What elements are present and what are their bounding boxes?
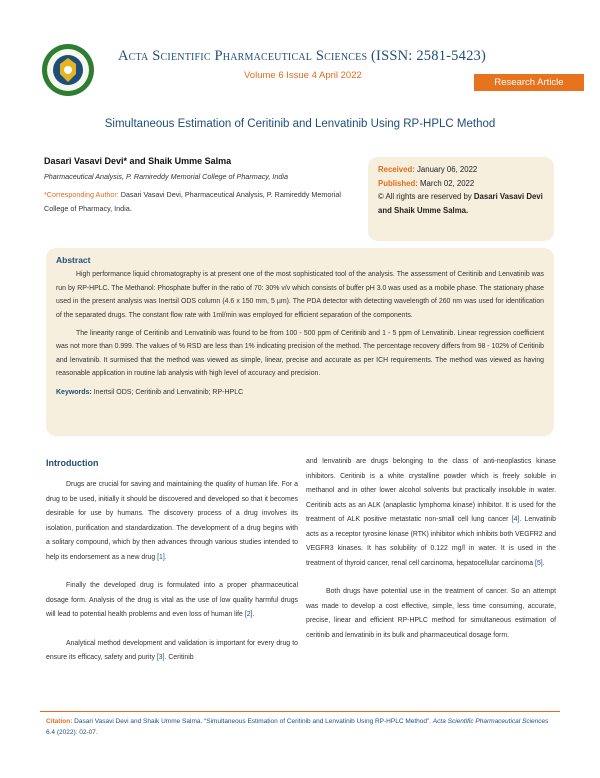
received-date: January 06, 2022 [414, 165, 478, 174]
dates-box [368, 157, 554, 241]
citation [46, 716, 554, 738]
received-label: Received: [378, 165, 415, 174]
issue-info: Volume 6 Issue 4 April 2022 [244, 70, 362, 81]
published-date: March 02, 2022 [417, 178, 475, 188]
citation-tail: 6.4 (2022): 02-07. [46, 729, 98, 736]
body-paragraph [46, 579, 298, 623]
journal-logo-icon [40, 42, 96, 98]
abstract-box [46, 248, 554, 436]
paragraph-text: Lenvatinib acts as a receptor tyrosine kinase (RTK) inhibitor which inhibits both VEGFR2 and VEGFR3 kinases. It has solubility of 0.122 mg/l in water. It is used in the treatment of thyroid cancer, renal cell carcinoma, hepatocellular carcinoma [306, 516, 556, 567]
paragraph-text: Finally the developed drug is formulated into a proper pharmaceutical dosage form. Analysis of the drug is vital as the use of low quality harmful drugs will lead to potential health problems and even loss of human life [46, 582, 298, 618]
abstract-paragraph: The linearity range of Ceritinib and Lenvatinib was found to be from 100 - 500 ppm of Ceritinib and 1 - 5 ppm of Lenvatinib. Linear regression coefficient was not more than 0.999. The values of % RSD are less than 1% indicating precision of the method. The percentage recovery differs from 98 - 102% of Ceritinib and lenvatinib. It surmised that the method was viewed as simple, linear, precise and accurate as per ICH requirements. The method was viewed as having reasonable application in routine lab analysis with high level of accuracy and precision. [56, 330, 544, 378]
citation-text: Dasari Vasavi Devi and Shaik Umme Salma. “Simultaneous Estimation of Ceritinib and Lenvatinib Using RP-HPLC Method”. [72, 718, 433, 725]
citation-label: Citation: [46, 718, 73, 725]
article-title: Simultaneous Estimation of Ceritinib and Lenvatinib Using RP-HPLC Method [104, 118, 496, 130]
keywords [56, 386, 544, 399]
keywords-text: Inertsil ODS; Ceritinib and Lenvatinib; RP-HPLC [91, 388, 244, 396]
published-label: Published: [378, 178, 418, 188]
corresponding-text: Dasari Vasavi Devi, Pharmaceutical Analysis, P. Ramireddy Memorial College of Pharmacy, India. [44, 190, 341, 213]
rights-holder: Dasari Vasavi Devi and Shaik Umme Salma. [378, 192, 543, 215]
paragraph-text: Drugs are crucial for saving and maintaining the quality of human life. For a drug to be used, initially it should be discovered and developed so that it becomes desirable for use by humans. The discovery process of a drug involves its isolation, purification and standardization. The development of a drug begins with a solitary compound, which by then advances through various studies intended to help its endorsement as a new drug [46, 481, 298, 561]
reference-link[interactable]: [4]. [511, 516, 522, 523]
reference-link[interactable]: [1]. [157, 553, 167, 561]
body-paragraph [306, 455, 556, 571]
authors: Dasari Vasavi Devi* and Shaik Umme Salma [44, 156, 232, 166]
journal-name: Acta Scientific Pharmaceutical Sciences (ISSN: 2581-5423) [118, 48, 486, 64]
abstract-paragraph: High performance liquid chromatography is at present one of the most sophisticated tool of the analysis. The assessment of Ceritinib and Lenvatinib was run by RP-HPLC. The Methanol: Phosphate buffer in the ratio of 70: 30% v/v which consists of buffer pH 3.0 was used as a mobile phase. The stationary phase used in the present analysis was Inertsil ODS column (4.6 x 150 mm, 5 µm). The PDA detector with detecting wavelength of 260 nm was used for identification of the separated drugs. The constant flow rate with 1ml/min was employed for efficient separation of the components. [56, 271, 544, 319]
keywords-label: Keywords: [56, 388, 92, 396]
article-type-badge: Research Article [474, 74, 584, 91]
footer-divider [40, 711, 560, 712]
reference-link[interactable]: [5]. [535, 559, 545, 567]
paragraph-text: Ceritinib [166, 654, 194, 661]
affiliation: Pharmaceutical Analysis, P. Ramireddy Memorial College of Pharmacy, India [44, 172, 288, 181]
corresponding-label: *Corresponding Author: [44, 190, 119, 199]
reference-link[interactable]: [2]. [244, 611, 255, 618]
paragraph-text: and lenvatinib are drugs belonging to the class of anti-neoplastics kinase inhibitors. Ceritinib is a white crystalline powder which is freely soluble in methanol and in other lower alcohol solvents but practically insoluble in water. Ceritinib acts as an ALK (anaplastic lymphoma kinase) inhibitor. It is used for the treatment of ALK positive metastatic non-small cell lung cancer [306, 458, 556, 523]
paragraph-text: Analytical method development and validation is important for every drug to ensure its efficacy, safety and purity [46, 639, 298, 661]
section-heading: Introduction [46, 458, 99, 468]
corresponding-author [44, 188, 362, 216]
rights-text: © All rights are reserved by [378, 192, 474, 201]
body-paragraph [46, 478, 298, 565]
abstract-heading: Abstract [56, 255, 91, 265]
body-paragraph: Both drugs have potential use in the treatment of cancer. So an attempt was made to develop a cost effective, simple, less time consuming, accurate, precise, linear and efficient RP-HPLC method for simultaneous estimation of ceritinib and lenvatinib in its bulk and pharmaceutical dosage form. [306, 588, 556, 639]
reference-link[interactable]: [3]. [156, 654, 167, 661]
right-column [306, 455, 556, 657]
body-paragraph [46, 637, 298, 666]
citation-journal: Acta Scientific Pharmaceutical Sciences [432, 718, 549, 725]
left-column [46, 478, 298, 680]
